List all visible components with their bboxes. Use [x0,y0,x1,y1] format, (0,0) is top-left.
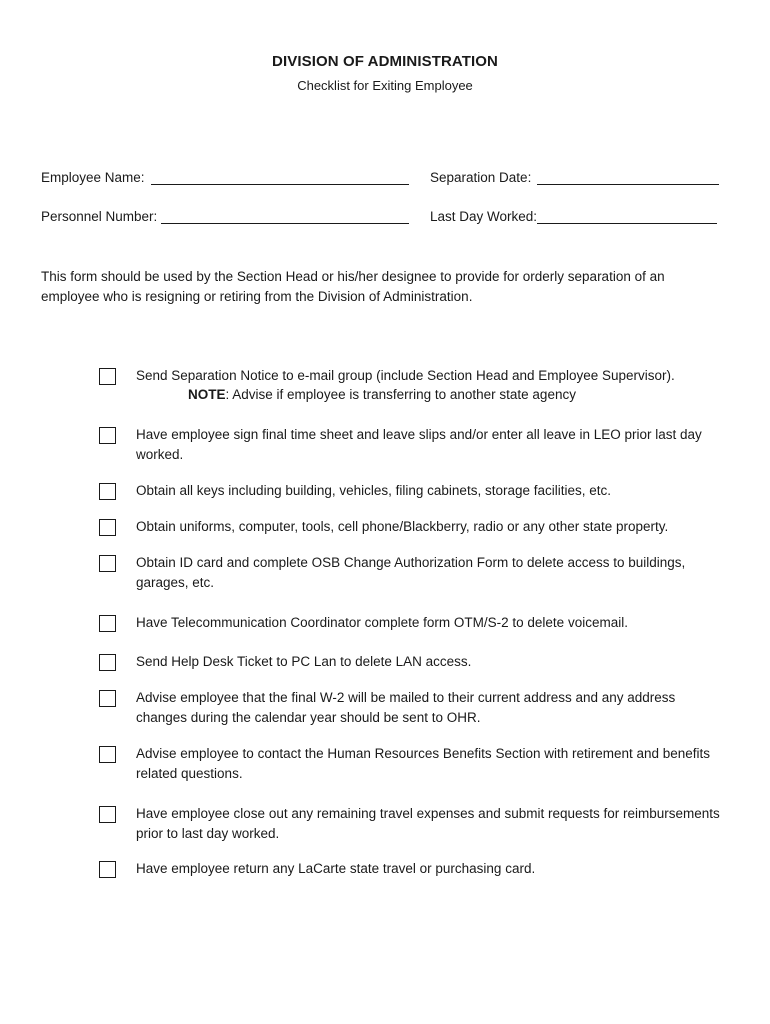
last-day-worked-field [430,209,717,224]
checklist-item-text: Obtain ID card and complete OSB Change Authorization Form to delete access to buildings, garages, etc. [136,555,686,590]
personnel-number-label: Personnel Number: [41,209,158,224]
separation-date-label: Separation Date: [430,170,532,185]
checkbox[interactable] [99,519,116,536]
checklist-item-text: Have employee close out any remaining travel expenses and submit requests for reimbursements prior to last day worked. [136,806,720,841]
last-day-worked-label: Last Day Worked: [430,209,538,224]
checkbox[interactable] [99,615,116,632]
checklist-item-text: Have Telecommunication Coordinator complete form OTM/S-2 to delete voicemail. [136,615,628,630]
page-subtitle: Checklist for Exiting Employee [297,78,473,93]
separation-date-input[interactable] [537,170,719,185]
personnel-number-field [41,209,409,224]
intro-paragraph: This form should be used by the Section Head or his/her designee to provide for orderly separation of an employee who is resigning or retiring from the Division of Administration. [41,269,665,304]
checklist-item-text: Obtain uniforms, computer, tools, cell phone/Blackberry, radio or any other state property. [136,519,669,534]
checklist-item-text: Send Help Desk Ticket to PC Lan to delete LAN access. [136,654,472,669]
employee-name-input[interactable] [151,170,409,185]
checkbox[interactable] [99,654,116,671]
checklist-item-text: Advise employee that the final W-2 will be mailed to their current address and any address changes during the calendar year should be sent to OHR. [136,690,676,725]
personnel-number-input[interactable] [161,209,409,224]
checklist-item-text: Have employee sign final time sheet and leave slips and/or enter all leave in LEO prior last day worked. [136,427,702,462]
checkbox[interactable] [99,690,116,707]
checklist-item-text: Advise employee to contact the Human Resources Benefits Section with retirement and benefits related questions. [136,746,711,781]
checklist-item-text: Have employee return any LaCarte state travel or purchasing card. [136,861,536,876]
checkbox[interactable] [99,861,116,878]
checkbox[interactable] [99,555,116,572]
last-day-worked-input[interactable] [537,209,717,224]
checkbox[interactable] [99,368,116,385]
checkbox[interactable] [99,746,116,763]
checklist-item-note [136,386,726,404]
employee-name-label: Employee Name: [41,170,145,185]
checkbox[interactable] [99,427,116,444]
checkbox[interactable] [99,483,116,500]
page-title: DIVISION OF ADMINISTRATION [272,53,498,70]
checkbox[interactable] [99,806,116,823]
checklist-item-text: Send Separation Notice to e-mail group (include Section Head and Employee Supervisor). [136,368,675,383]
note-text: : Advise if employee is transferring to another state agency [225,387,576,402]
separation-date-field [430,170,719,185]
employee-name-field [41,170,409,185]
checklist-item-text: Obtain all keys including building, vehicles, filing cabinets, storage facilities, etc. [136,483,611,498]
note-label: NOTE [188,387,226,402]
